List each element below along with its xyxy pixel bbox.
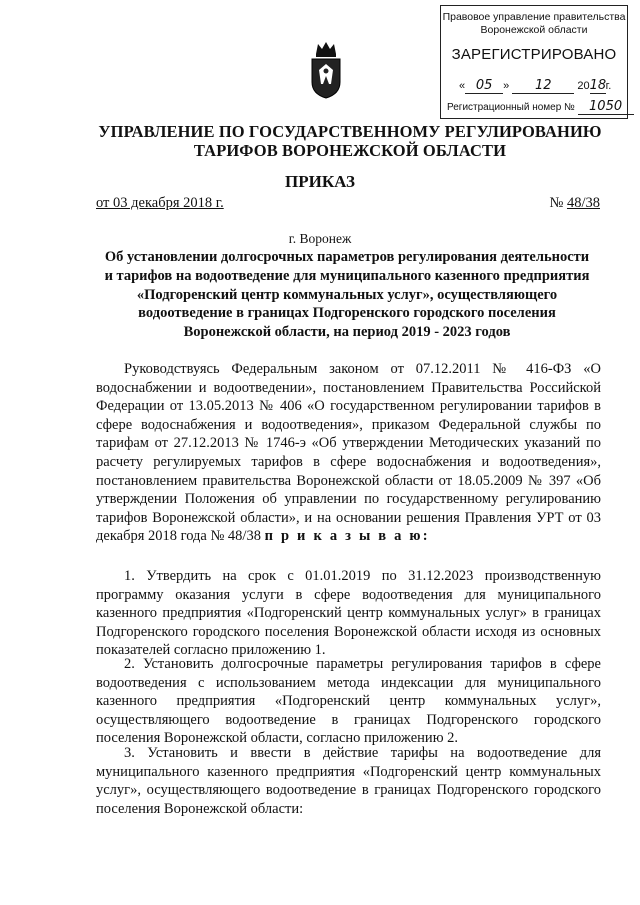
coat-of-arms-icon (306, 40, 346, 100)
document-type: ПРИКАЗ (285, 172, 355, 191)
document-number-prefix: № (549, 195, 567, 211)
subject-line: Воронежской области, на период 2019 - 2023 годов (183, 324, 511, 341)
stamp-reg-number (447, 99, 634, 115)
order-item-2 (96, 655, 601, 748)
preamble-text: Руководствуясь Федеральным законом от 07.12.2011 № 416-ФЗ «О водоснабжении и водоотведении», постановлением Правительства Российской Федерации от 13.05.2013 № 406 «О государственном регулировании тарифов в сфере водоснабжения и водоотведения», приказом Федеральной службы по тарифам от 27.12.2013 № 1746-э «Об утверждении Методических указаний по расчету регулируемых тарифов в сфере водоснабжения и водоотведения», постановлением правительства Воронежской области от 18.05.2009 № 397 «Об утверждении Положения об управлении по государственному регулированию тарифов Воронежской области», и на основании решения Правления УРТ от 03 декабря 2018 года № 48/38 (96, 361, 601, 545)
subject-line: и тарифов на водоотведение для муниципального казенного предприятия (104, 267, 590, 284)
preamble-order-word: п р и к а з ы в а ю: (264, 528, 430, 545)
order-item-text: 1. Утвердить на срок с 01.01.2019 по 31.12.2023 производственную программу оказания услуги в сфере водоотведения для муниципального казенного предприятия «Подгоренский центр коммунальных услуг» в границах Подгоренского городского поселения Воронежской области исходя из основных показателей согласно приложению 1. (96, 568, 601, 659)
document-number-value: 48/38 (566, 195, 600, 211)
stamp-org-line2: Воронежской области (480, 24, 588, 36)
city: г. Воронеж (288, 231, 352, 246)
stamp-year-end: г. (605, 80, 612, 92)
subject-line: водоотведение в границах Подгоренского городского поселения (138, 305, 556, 322)
preamble-paragraph (96, 360, 601, 546)
stamp-year-prefix: 20 (577, 80, 590, 92)
subject-line: Об установлении долгосрочных параметров регулирования деятельности (104, 249, 590, 265)
authority-name-line2: ТАРИФОВ ВОРОНЕЖСКОЙ ОБЛАСТИ (193, 141, 507, 160)
authority-name-line1: УПРАВЛЕНИЕ ПО ГОСУДАРСТВЕННОМУ РЕГУЛИРОВАНИЮ (98, 122, 602, 141)
stamp-day: 05 (465, 78, 503, 94)
order-item-text: 2. Установить долгосрочные параметры регулирования тарифов в сфере водоотведения с использованием метода индексации для муниципального казенного предприятия «Подгоренский центр коммунальных услуг», осуществляющего водоотведение в границах Подгоренского городского поселения Воронежской области, согласно приложению 2. (96, 656, 601, 747)
order-item-text: 3. Установить и ввести в действие тарифы на водоотведение для муниципального казенного предприятия «Подгоренский центр коммунальных услуг», осуществляющего водоотведение в границах Подгоренского городского поселения Воронежской области: (96, 745, 601, 817)
stamp-org (441, 11, 627, 37)
subject-line: «Подгоренский центр коммунальных услуг», осуществляющего (136, 286, 558, 303)
stamp-reg-value: 1050 (578, 99, 634, 115)
document-number (550, 195, 601, 212)
document-subject (92, 248, 602, 342)
registration-stamp (440, 5, 628, 119)
stamp-reg-label: Регистрационный номер № (447, 102, 575, 113)
order-item-1 (96, 567, 601, 660)
stamp-status: ЗАРЕГИСТРИРОВАНО (451, 46, 617, 63)
order-item-3 (96, 744, 601, 818)
stamp-org-line1: Правовое управление правительства (442, 11, 626, 23)
stamp-year-suffix: 18 (589, 78, 607, 93)
stamp-month: 12 (512, 78, 574, 94)
document-date: от 03 декабря 2018 г. (96, 195, 224, 211)
stamp-date: « 05 » 12 2018г. (459, 78, 612, 93)
